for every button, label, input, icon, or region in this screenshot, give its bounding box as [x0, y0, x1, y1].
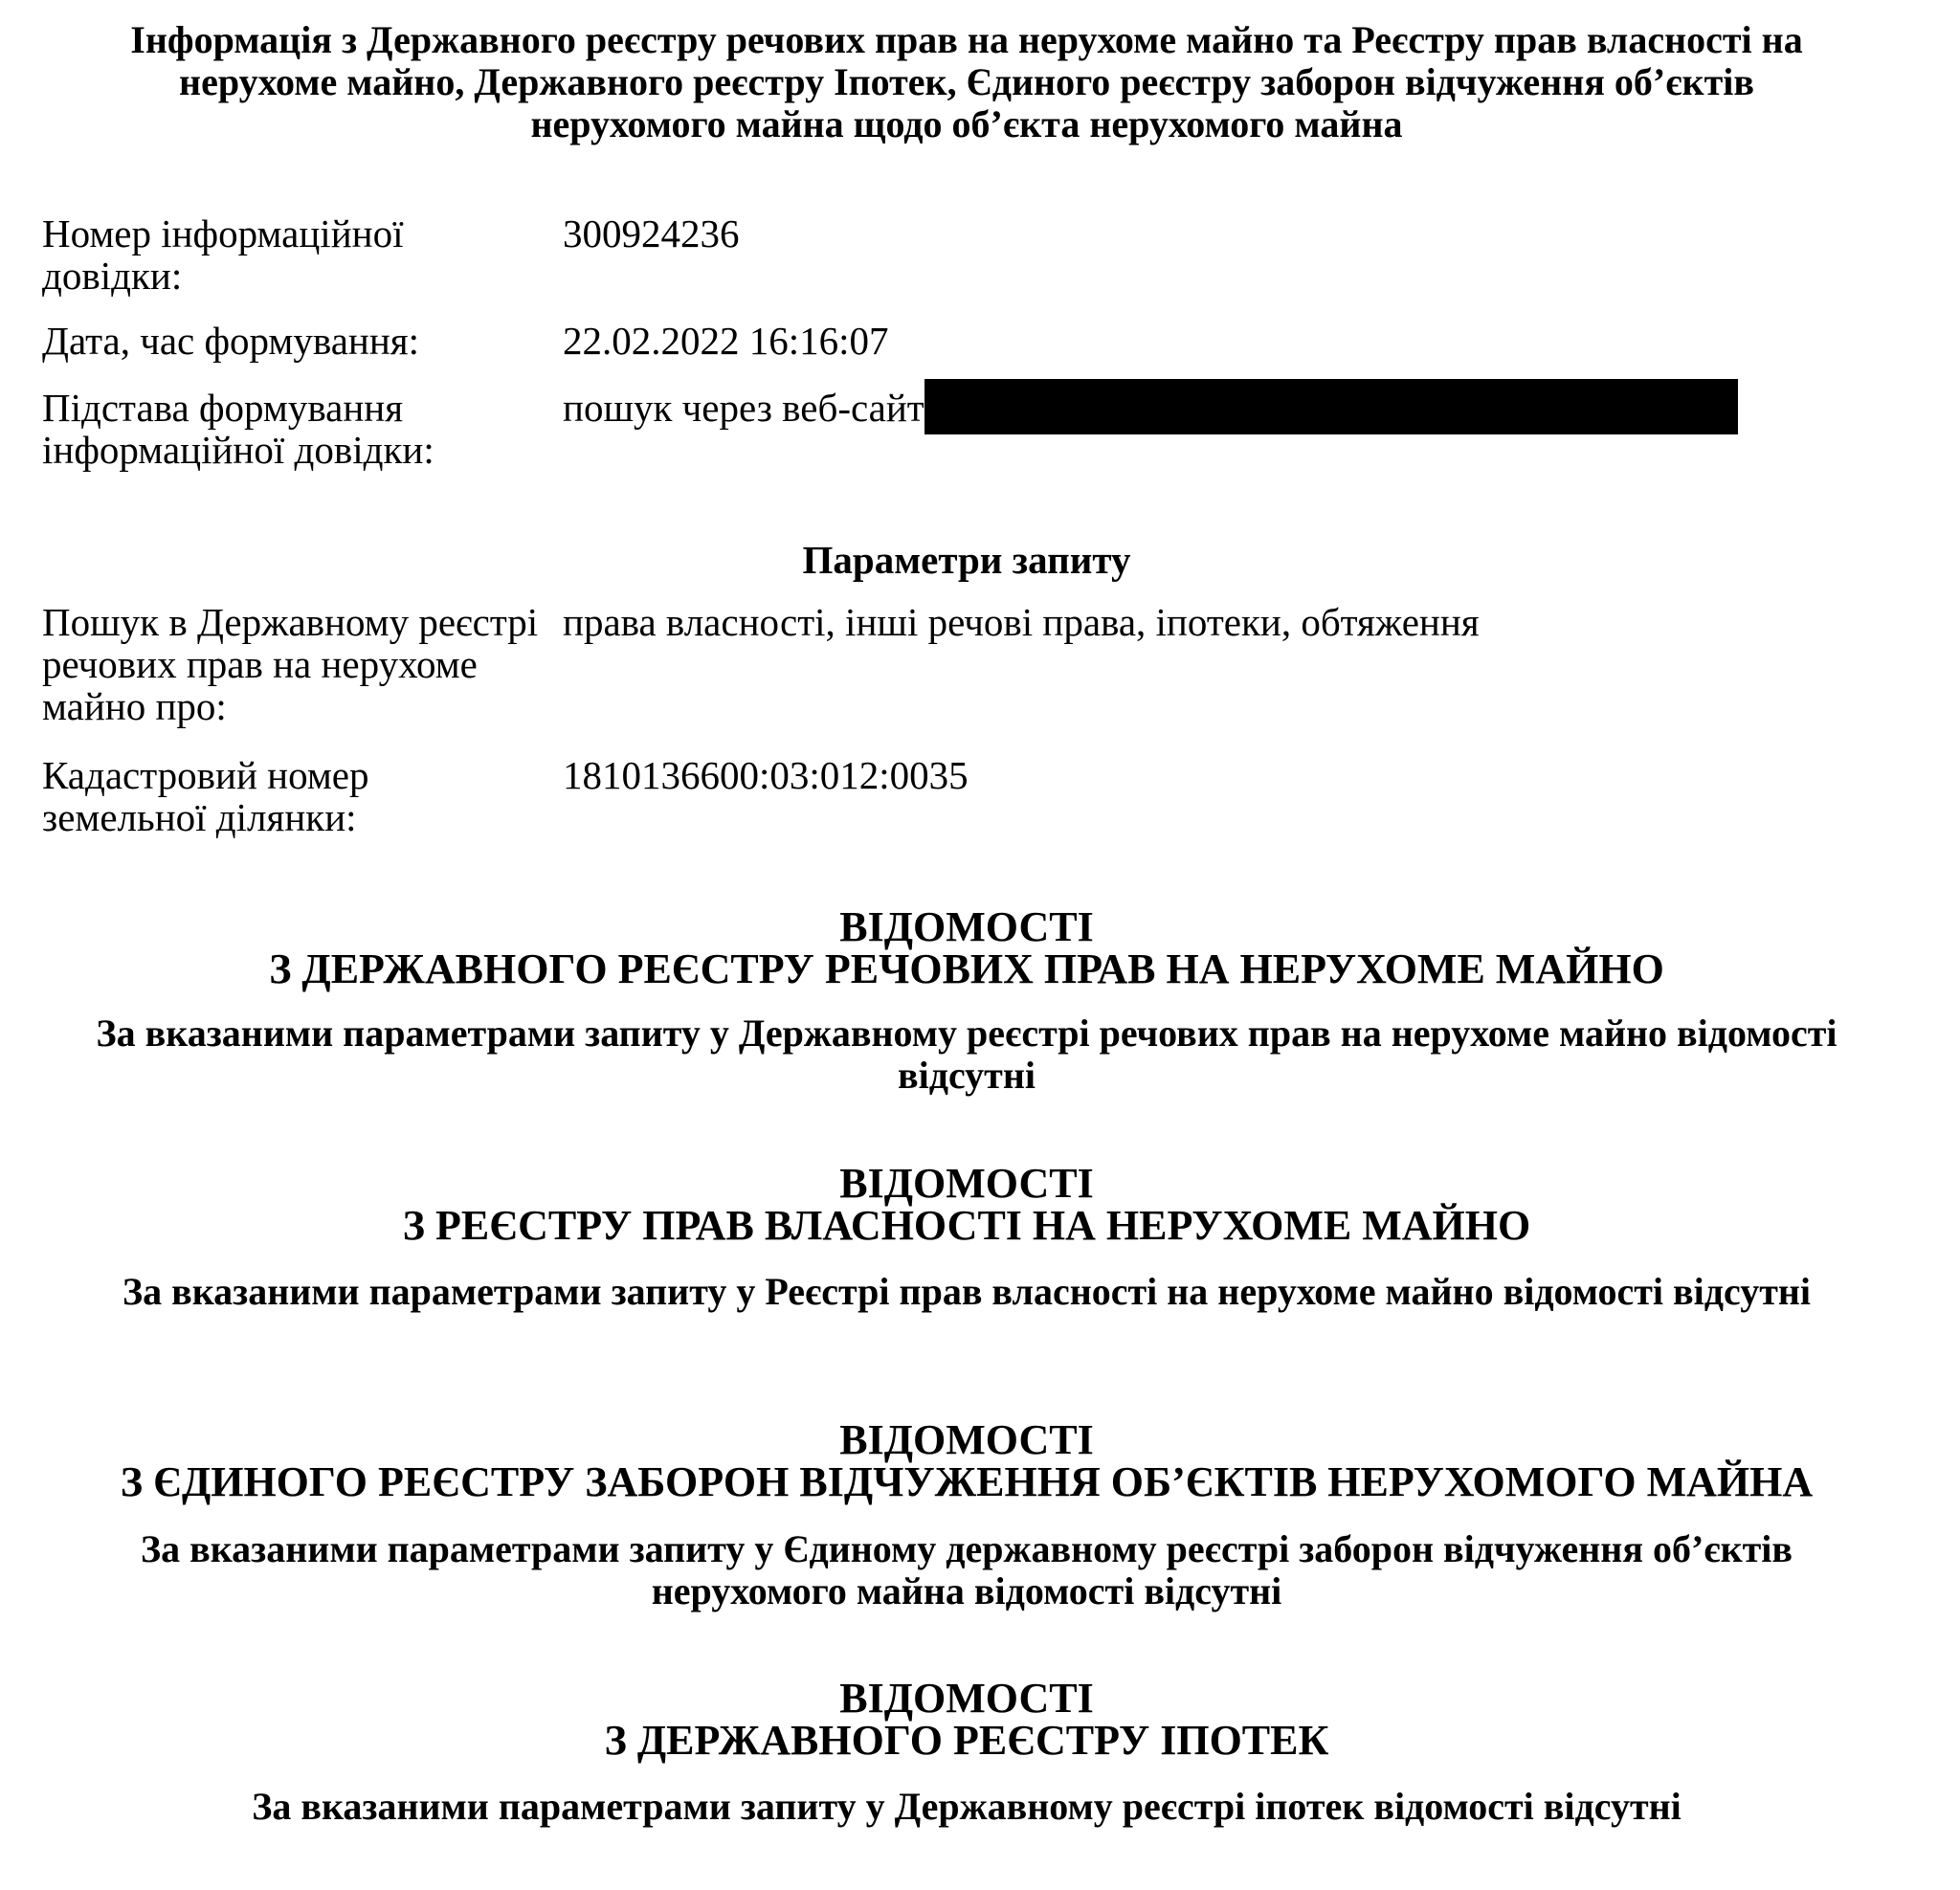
section-3-text: За вказаними параметрами запиту у Єдиному державному реєстрі заборон відчуження об’єктів нерухомого майна відомості відсутні — [141, 1527, 1793, 1612]
section-1-title — [57, 903, 1876, 992]
section-4-text: За вказаними параметрами запиту у Державному реєстрі іпотек відомості відсутні — [252, 1785, 1682, 1828]
number-value: 300924236 — [563, 211, 740, 256]
section-2-text: За вказаними параметрами запиту у Реєстрі прав власності на нерухоме майно відомості відсутні — [122, 1270, 1812, 1313]
query-heading: Параметри запиту — [802, 538, 1131, 582]
document-title: Інформація з Державного реєстру речових прав на нерухоме майно та Реєстру прав власності на нерухоме майно, Державного реєстру Іпотек, Єдиного реєстру заборон відчуження об’єктів нерухомого майна щодо об’єкта нерухомого майна — [130, 18, 1803, 145]
section-3-title — [57, 1416, 1876, 1505]
cadastral-value: 1810136600:03:012:0035 — [563, 753, 969, 797]
cadastral-label: Кадастровий номер земельної ділянки: — [42, 753, 369, 839]
section-1-text: За вказаними параметрами запиту у Державному реєстрі речових прав на нерухоме майно відомості відсутні — [96, 1012, 1838, 1097]
section-4-title-line2: З ДЕРЖАВНОГО РЕЄСТРУ ІПОТЕК — [604, 1717, 1329, 1764]
section-1-title-line2: З ДЕРЖАВНОГО РЕЄСТРУ РЕЧОВИХ ПРАВ НА НЕРУХОМЕ МАЙНО — [269, 945, 1664, 992]
basis-label: Підстава формування інформаційної довідки: — [42, 386, 434, 472]
section-2-title-line2: З РЕЄСТРУ ПРАВ ВЛАСНОСТІ НА НЕРУХОМЕ МАЙНО — [402, 1202, 1531, 1249]
section-3-title-line2: З ЄДИНОГО РЕЄСТРУ ЗАБОРОН ВІДЧУЖЕННЯ ОБ’ЄКТІВ НЕРУХОМОГО МАЙНА — [120, 1458, 1814, 1505]
redaction-bar — [924, 379, 1738, 434]
datetime-label: Дата, час формування: — [42, 319, 420, 363]
number-label: Номер інформаційної довідки: — [42, 211, 404, 298]
section-2-title — [57, 1160, 1876, 1249]
section-4-title — [57, 1675, 1876, 1764]
section-2-title-line1: ВІДОМОСТІ — [839, 1160, 1094, 1207]
search-value: права власності, інші речові права, іпотеки, обтяження — [563, 600, 1480, 644]
section-1-title-line1: ВІДОМОСТІ — [839, 903, 1094, 950]
search-label: Пошук в Державному реєстрі речових прав на нерухоме майно про: — [42, 600, 539, 728]
section-4-title-line1: ВІДОМОСТІ — [839, 1675, 1094, 1722]
basis-value: пошук через веб-сайт — [563, 386, 924, 430]
datetime-value: 22.02.2022 16:16:07 — [563, 319, 889, 363]
basis-value-container — [563, 387, 1738, 434]
section-3-title-line1: ВІДОМОСТІ — [839, 1416, 1094, 1463]
